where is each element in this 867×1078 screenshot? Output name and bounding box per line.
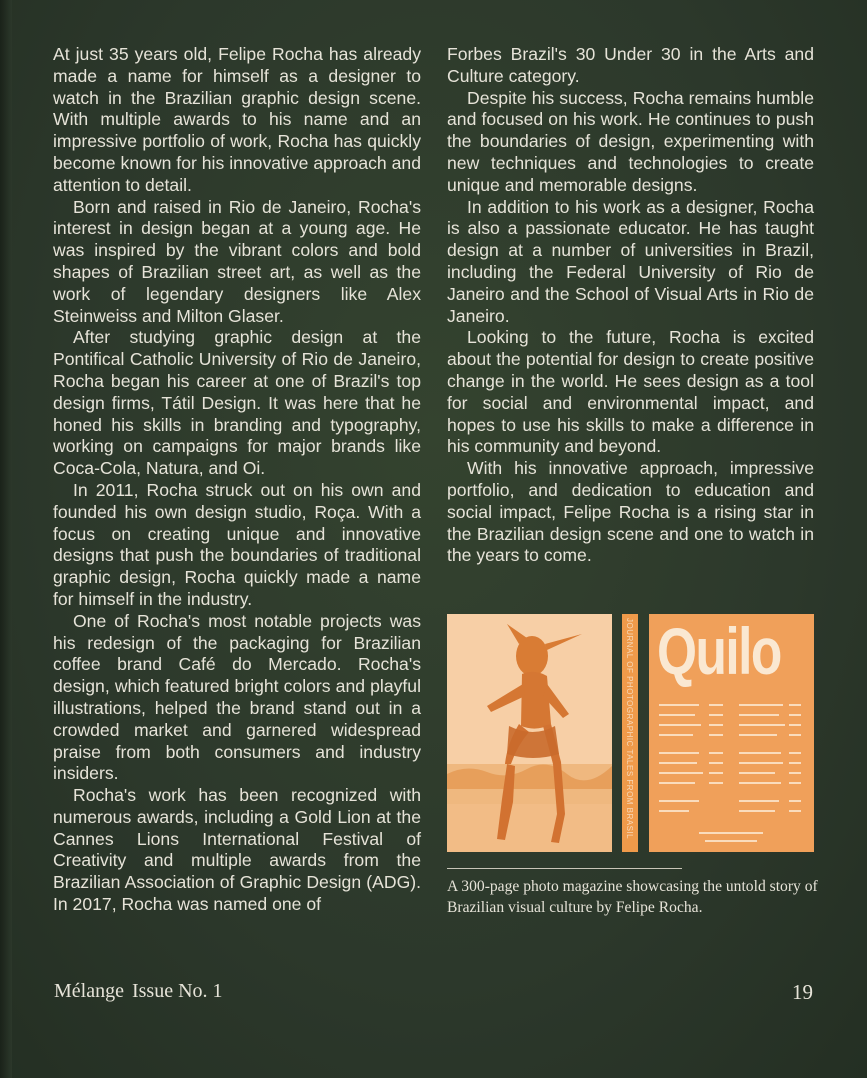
page-binding-edge xyxy=(0,0,12,1078)
paragraph: With his innovative approach, impressive portfolio, and dedication to education and social impact, Felipe Rocha is a rising star in the Brazilian design scene and one to watch in the years to come. xyxy=(447,458,814,566)
cover-title: Quilo xyxy=(657,614,781,688)
paragraph: In addition to his work as a designer, Rocha is also a passionate educator. He has taught design at a number of universities in Brazil, including the Federal University of Rio de Janeiro and the School of Visual Arts in Rio de Janeiro. xyxy=(447,196,814,326)
paragraph: After studying graphic design at the Pontifical Catholic University of Rio de Janeiro, Rocha began his career at one of Brazil's top design firms, Tátil Design. It was here that he honed his skills in branding and typography, working on campaigns for major brands like Coca-Cola, Natura, and Oi. xyxy=(53,327,421,479)
caption-rule xyxy=(447,868,682,869)
paragraph: In 2011, Rocha struck out on his own and founded his own design studio, Roça. With a focus on creating unique and innovative designs that push the boundaries of traditional graphic design, Rocha quickly made a name for himself in the industry. xyxy=(53,479,421,609)
dancer-illustration xyxy=(447,614,612,852)
paragraph: Rocha's work has been recognized with numerous awards, including a Gold Lion at the Cannes Lions International Festival of Creativity and multiple awards from the Brazilian Association of Graphic Design (ADG). In 2017, Rocha was named one of xyxy=(53,785,421,915)
paragraph: Looking to the future, Rocha is excited about the potential for design to create positive change in the world. He sees design as a tool for social and environmental impact, and hopes to use his skills to make a difference in his community and beyond. xyxy=(447,327,814,457)
footer-publication xyxy=(54,980,231,1003)
article-column-left xyxy=(53,44,421,916)
paragraph: Forbes Brazil's 30 Under 30 in the Arts and Culture category. xyxy=(447,44,814,86)
paragraph: Born and raised in Rio de Janeiro, Rocha's interest in design began at a young age. He was inspired by the vibrant colors and bold shapes of Brazilian street art, as well as the work of legendary designers like Alex Steinweiss and Milton Glaser. xyxy=(53,196,421,326)
magazine-cover xyxy=(649,614,814,852)
paragraph: One of Rocha's most notable projects was his redesign of the packaging for Brazilian coffee brand Café do Mercado. Rocha's design, which featured bright colors and playful illustrations, helped the brand stand out in a crowded market and garnered widespread praise from both consumers and industry insiders. xyxy=(53,610,421,784)
paragraph: At just 35 years old, Felipe Rocha has already made a name for himself as a designer to watch in the Brazilian graphic design scene. With multiple awards to his name and an impressive portfolio of work, Rocha has quickly become known for his innovative approach and attention to detail. xyxy=(53,44,421,195)
article-column-right xyxy=(447,44,814,567)
dancer-photo xyxy=(447,614,612,852)
paragraph: Despite his success, Rocha remains humble and focused on his work. He continues to push the boundaries of design, experimenting with new techniques and technologies to create unique and memorable designs. xyxy=(447,87,814,195)
magazine-spine xyxy=(622,614,638,852)
publication-name: Mélange xyxy=(54,980,124,1002)
figure-caption: A 300-page photo magazine showcasing the untold story of Brazilian visual culture by Felipe Rocha. xyxy=(447,878,818,916)
issue-number: Issue No. 1 xyxy=(131,980,223,1002)
page-number: 19 xyxy=(792,980,813,1004)
magazine-photo-figure xyxy=(447,614,814,852)
spine-text: JOURNAL OF PHOTOGRAPHIC TALES FROM BRASIL xyxy=(625,618,634,840)
